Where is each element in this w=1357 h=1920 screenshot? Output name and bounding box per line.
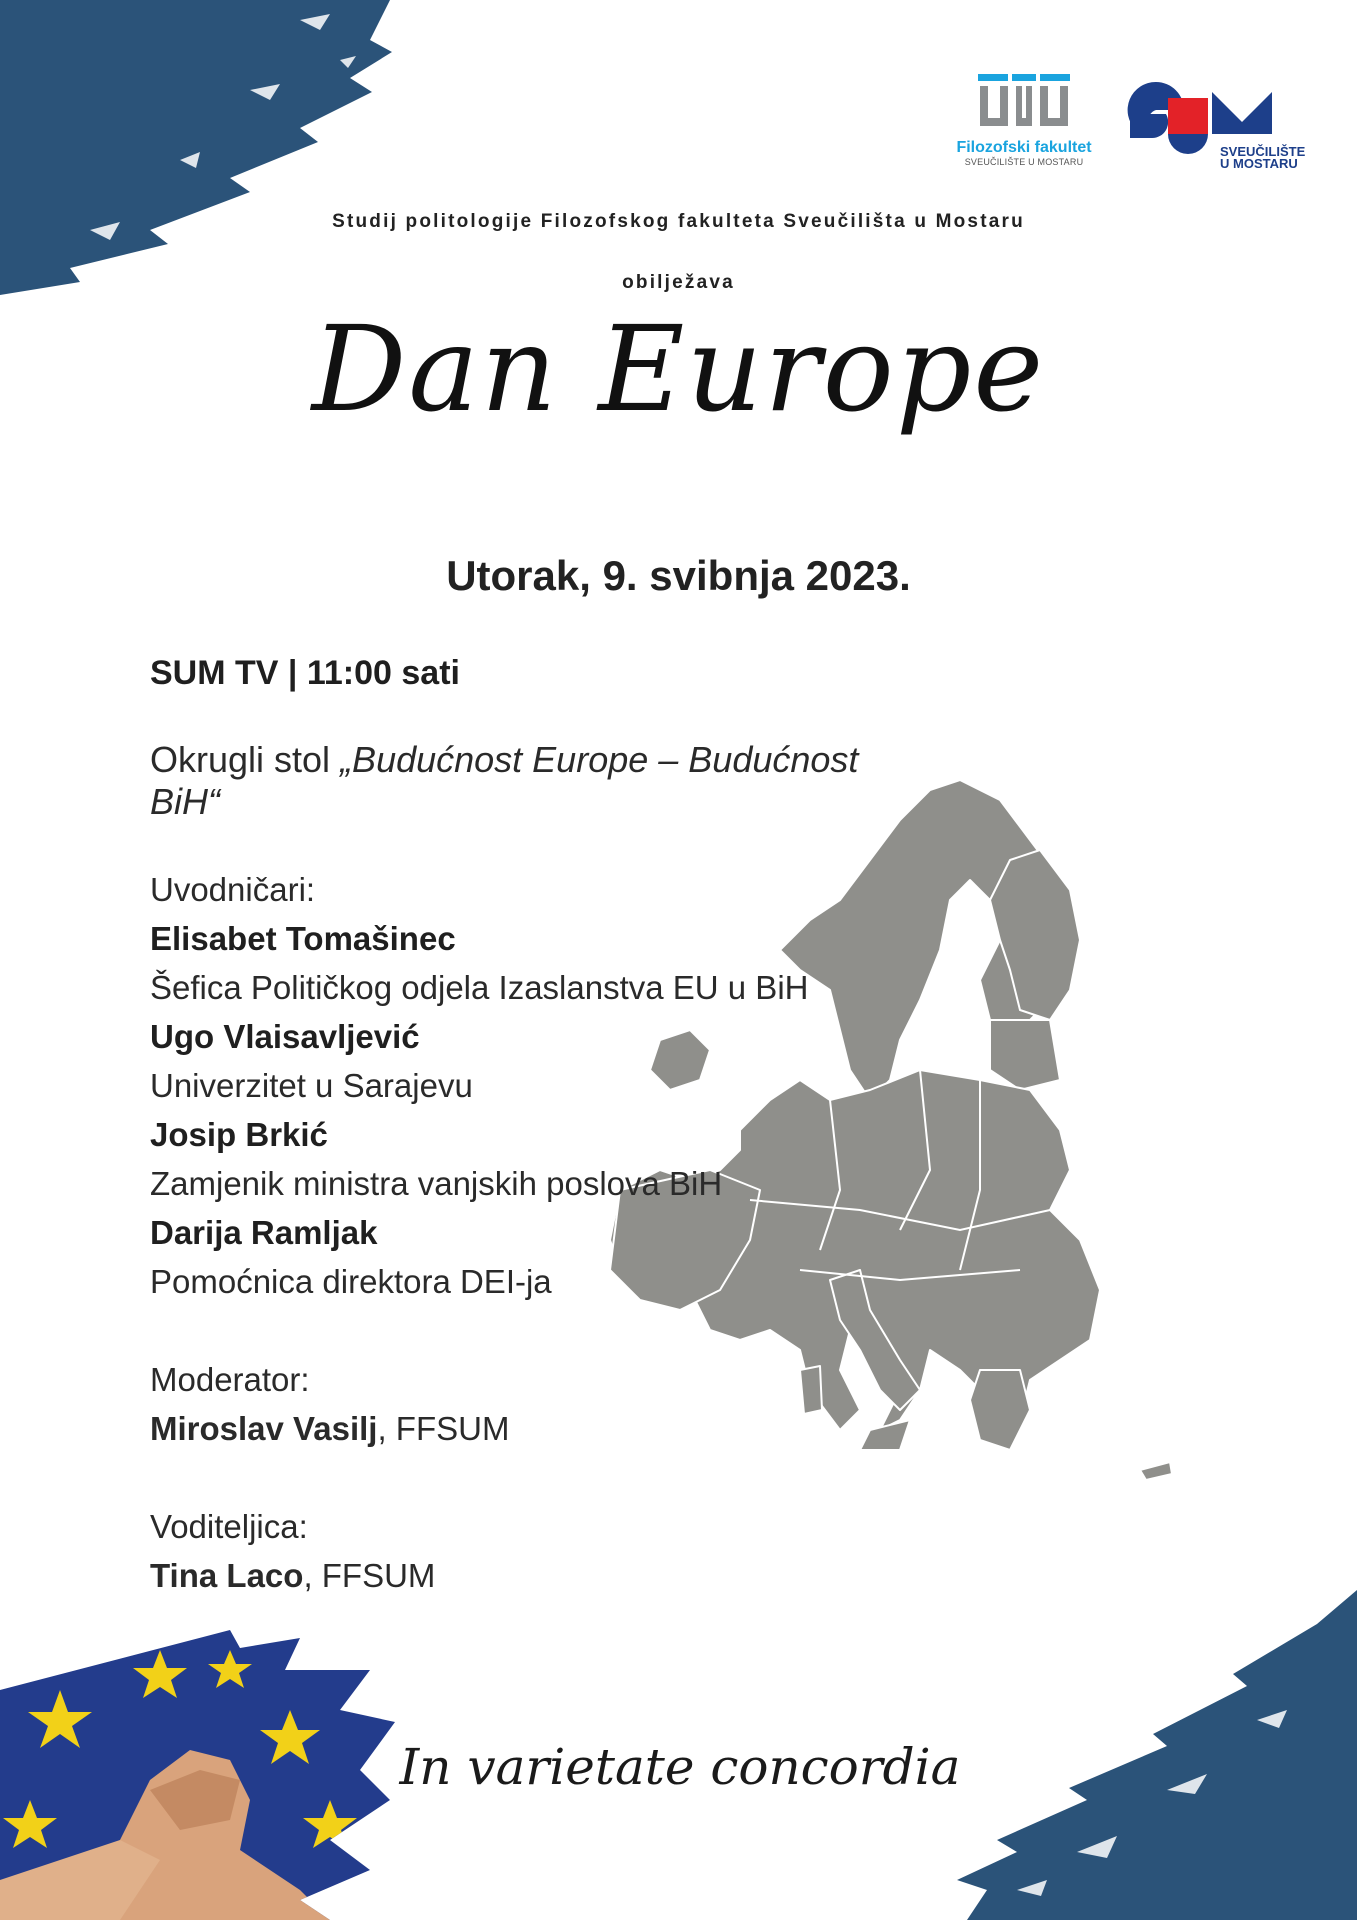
brush-stroke-top-left [0,0,400,300]
host-org: , FFSUM [303,1557,436,1594]
university-logo [1126,80,1332,180]
event-date: Utorak, 9. svibnja 2023. [446,552,911,599]
moderator-line [150,1404,870,1453]
marks-line: obilježava [622,272,735,293]
round-table-title: „Budućnost Europe – Budućnost BiH“ [150,739,859,822]
university-name-line1: SVEUČILIŠTE [1220,144,1306,159]
round-table-prefix: Okrugli stol [150,739,341,780]
program-section [150,654,870,1600]
broadcast-time: SUM TV | 11:00 sati [150,654,460,692]
round-table-line [150,739,870,823]
host-name: Tina Laco [150,1557,304,1594]
moderator-name: Miroslav Vasilj [150,1410,378,1447]
intro-line: Studij politologije Filozofskog fakulteta Sveučilišta u Mostaru [332,211,1025,232]
speaker-name: Elisabet Tomašinec [150,920,456,957]
speaker-role: Zamjenik ministra vanjskih poslova BiH [150,1165,723,1202]
faculty-subtitle: SVEUČILIŠTE U MOSTARU [964,157,1084,167]
eu-handshake-image [0,1630,400,1920]
speaker-role: Pomoćnica direktora DEI-ja [150,1263,552,1300]
speaker-name: Josip Brkić [150,1116,328,1153]
host-label: Voditeljica: [150,1508,308,1545]
motto: In varietate concordia [399,1738,961,1796]
faculty-logo-icon [976,74,1072,130]
speaker-role: Univerzitet u Sarajevu [150,1067,473,1104]
moderator-org: , FFSUM [377,1410,510,1447]
speakers-label: Uvodničari: [150,871,316,908]
moderator-label: Moderator: [150,1361,310,1398]
brush-stroke-bottom-right [957,1590,1357,1920]
faculty-name: Filozofski fakultet [956,139,1092,156]
speaker-name: Ugo Vlaisavljević [150,1018,420,1055]
event-title: Dan Europe [311,300,1046,438]
speaker-name: Darija Ramljak [150,1214,378,1251]
host-line [150,1551,870,1600]
faculty-logo [948,74,1100,167]
university-name-line2: U MOSTARU [1220,156,1298,171]
speaker-role: Šefica Političkog odjela Izaslanstva EU u BiH [150,969,809,1006]
